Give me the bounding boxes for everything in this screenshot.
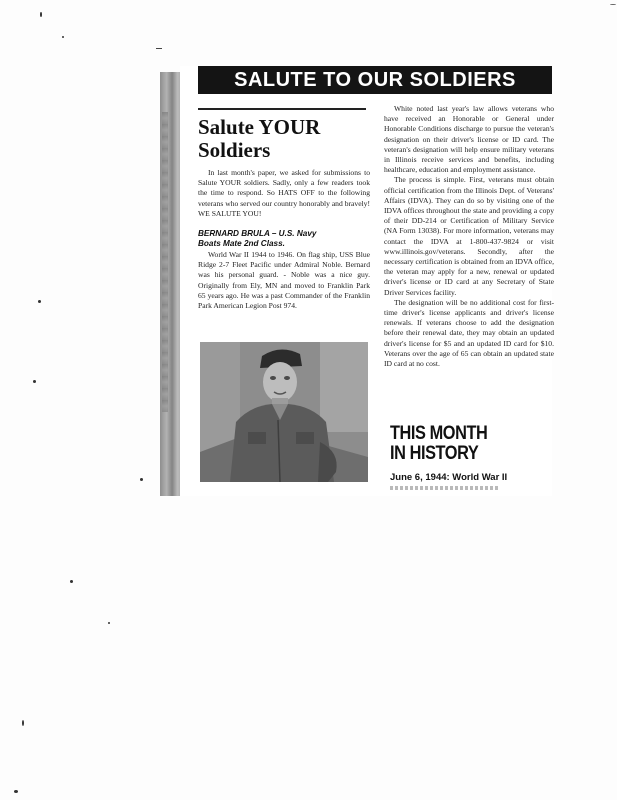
- intro-paragraph: In last month's paper, we asked for submissions to Salute YOUR soldiers. Sadly, only a few readers took the time to respond. So HATS OFF to the following veterans who served our country honorably and bravely! WE SALUTE YOU!: [198, 168, 370, 218]
- veteran-name: BERNARD BRULA – U.S. Navy: [198, 229, 317, 239]
- right-paragraph-1: White noted last year's law allows veterans who have received an Honorable or General under Honorable Conditions discharge to pursue the veteran's designation on their driver's license or ID card. The veteran's designation will help ensure military veterans in Illinois receive services and benefits, including healthcare, education and employment assistance.: [384, 104, 554, 175]
- clipping-cut-line: [390, 486, 500, 490]
- right-column-text: [384, 104, 554, 369]
- article-intro: [198, 168, 370, 219]
- veteran-rank: Boats Mate 2nd Class.: [198, 239, 285, 249]
- scan-speck: [140, 478, 143, 481]
- bio-paragraph: World War II 1944 to 1946. On flag ship, USS Blue Ridge 2-7 Fleet Pacific under Admiral Noble. Bernard was his personal guard. - Noble was a nice guy. Originally from Ely, MN and moved to Franklin Park 65 years ago. He was a past Commander of the Franklin Park American Legion Post 974.: [198, 250, 370, 311]
- history-heading-line-2: IN HISTORY: [390, 443, 479, 464]
- section-banner: [198, 66, 552, 94]
- article-headline: Salute YOUR Soldiers: [198, 115, 321, 162]
- scan-speck: [70, 580, 73, 583]
- veteran-bio: [198, 250, 370, 311]
- scan-speck: [40, 12, 42, 17]
- history-date-entry: June 6, 1944: World War II: [390, 472, 508, 483]
- scan-speck: [108, 622, 110, 624]
- veteran-photo-graphic: [200, 342, 368, 482]
- veteran-photo: [200, 342, 368, 482]
- left-column: [198, 112, 370, 311]
- scan-speck: [33, 380, 36, 383]
- scan-speck: [22, 720, 24, 726]
- scan-mark: [156, 48, 162, 49]
- banner-title: SALUTE TO OUR SOLDIERS: [234, 68, 516, 91]
- headline-rule: [198, 108, 366, 110]
- scan-speck: [62, 36, 64, 38]
- right-paragraph-2: The process is simple. First, veterans must obtain official certification from the Illinois Dept. of Veterans' Affairs (IDVA). They can do so by visiting one of the IDVA offices throughout the state and providing a copy of their DD-214 or Certification of Military Service (NA Form 13038). For more information, veterans may contact the IDVA at 1-800-437-9824 or visit www.illinois.gov/veterans. Secondly, after the necessary certification is obtained from an IDVA office, the veteran may apply for a new, renewal or updated driver's license or ID card at any Secretary of State Driver Services facility.: [384, 175, 554, 297]
- history-heading-line-1: THIS MONTH: [390, 423, 488, 444]
- scan-speck: [38, 300, 41, 303]
- scan-speck: [610, 4, 616, 5]
- history-heading: [390, 424, 519, 464]
- clipping-shadow-edge: [160, 72, 182, 496]
- right-column: [384, 104, 554, 369]
- scan-speck: [14, 790, 18, 793]
- right-paragraph-3: The designation will be no additional cost for first-time driver's license applicants and driver's license renewals. If veterans choose to add the designation before their renewal date, they may obtain an updated driver's license for $5 and an updated ID card for $10. Veterans over the age of 65 can obtain an updated state ID card at no cost.: [384, 297, 554, 369]
